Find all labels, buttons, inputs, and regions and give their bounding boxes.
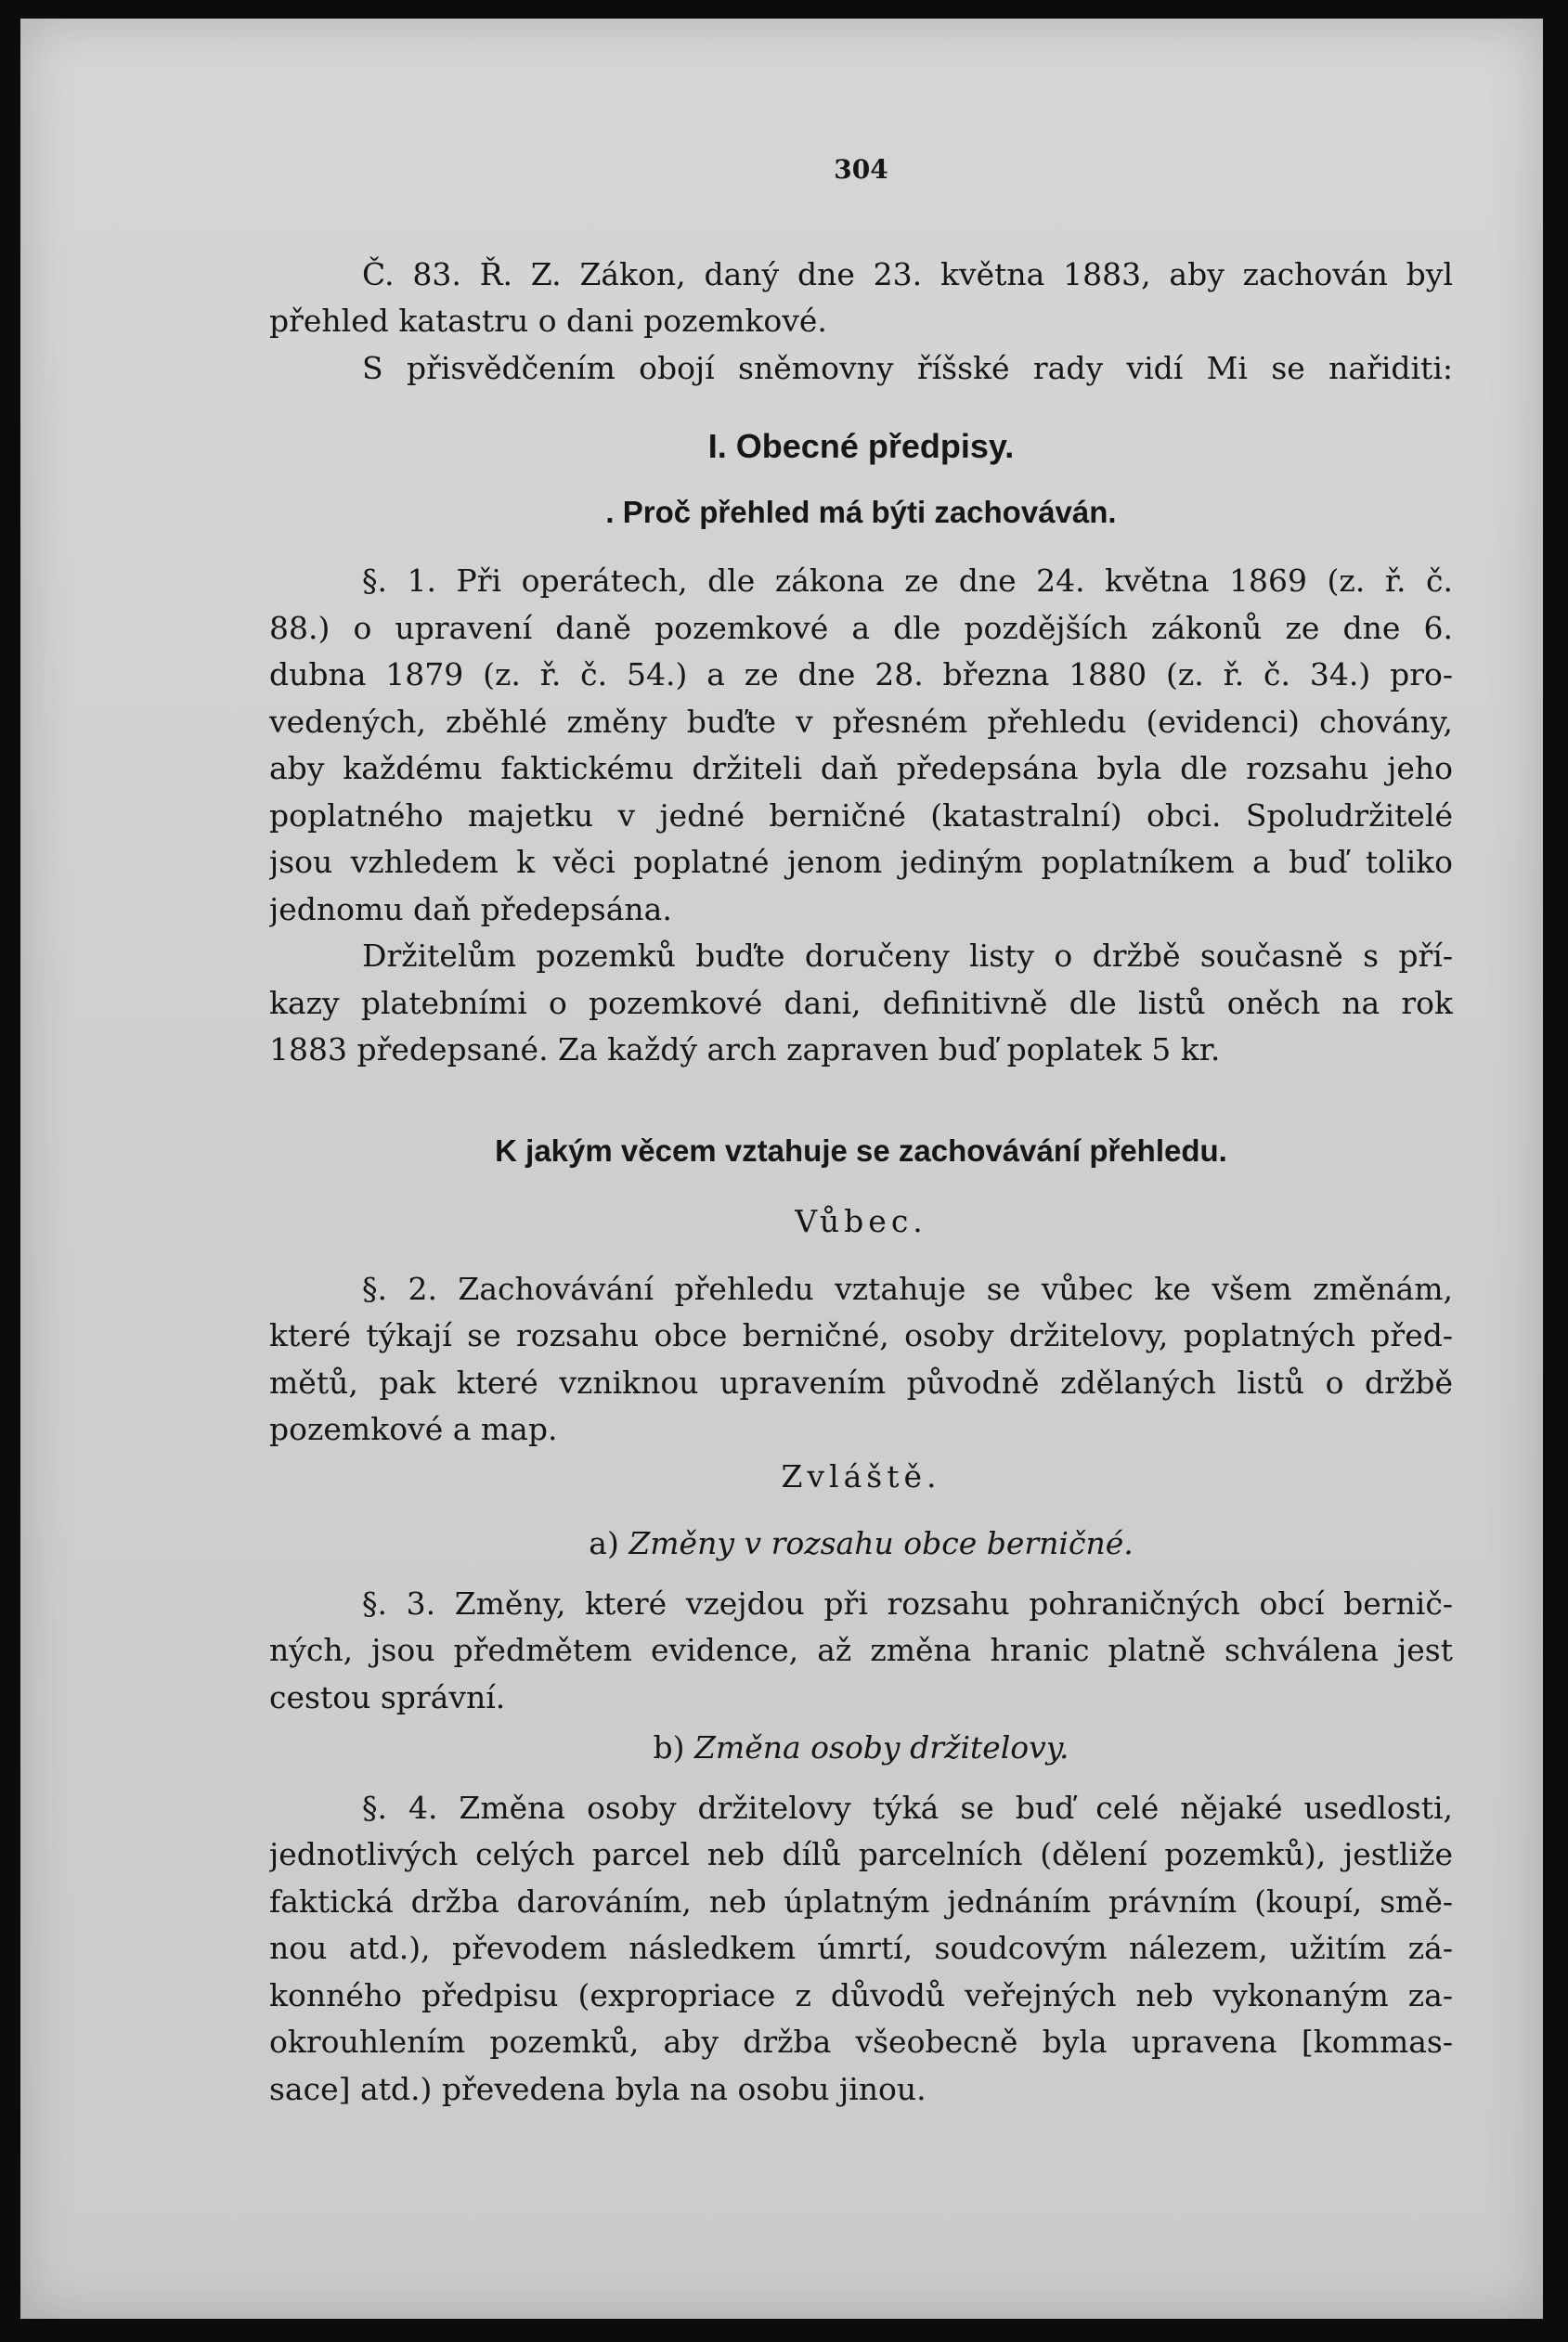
paragraph-line: Držitelům pozemků buďte doručeny listy o držbě současně s pří- — [362, 938, 1453, 974]
paragraph-line: 1883 předepsané. Za každý arch zapraven buď poplatek 5 kr. — [269, 1031, 1221, 1067]
paragraph-line: nou atd.), převodem následkem úmrtí, soudcovým nálezem, užitím zá- — [269, 1930, 1453, 1966]
law-title-line-1: Č. 83. Ř. Z. Zákon, daný dne 23. května 1883, aby zachován byl — [362, 255, 1453, 292]
subheading-particular: Zvláště. — [781, 1457, 941, 1494]
paragraph-line: jsou vzhledem k věci poplatné jenom jediným poplatníkem a buď toliko — [269, 844, 1453, 880]
document-page — [20, 19, 1543, 2319]
paragraph-line: mětů, pak které vzniknou upravením původně zdělaných listů o držbě — [269, 1364, 1453, 1401]
paragraph-line: §. 1. Při operátech, dle zákona ze dne 24. května 1869 (z. ř. č. — [362, 563, 1453, 599]
paragraph-section-4 — [269, 1785, 1453, 2114]
document-body — [269, 147, 1453, 2113]
paragraph-line: §. 3. Změny, které vzejdou při rozsahu pohraničných obcí bernič- — [362, 1585, 1453, 1622]
paragraph-holders — [269, 933, 1453, 1074]
paragraph-line: okrouhlením pozemků, aby držba všeobecně byla upravena [kommas- — [269, 2024, 1453, 2060]
subheading-b-prefix: b) — [653, 1729, 685, 1766]
paragraph-line: dubna 1879 (z. ř. č. 54.) a ze dne 28. března 1880 (z. ř. č. 34.) pro- — [269, 656, 1453, 692]
paragraph-line: jednomu daň předepsána. — [269, 890, 672, 927]
paragraph-section-2 — [269, 1266, 1453, 1454]
heading-general-provisions: I. Obecné předpisy. — [707, 427, 1015, 465]
paragraph-line: faktická držba darováním, neb úplatným jednáním právním (koupí, smě- — [269, 1883, 1453, 1920]
paragraph-line: aby každému faktickému držiteli daň předepsána byla dle rozsahu jeho — [269, 750, 1453, 786]
paragraph-line: kazy platebními o pozemkové dani, definitivně dle listů oněch na rok — [269, 984, 1453, 1021]
paragraph-line: §. 4. Změna osoby držitelovy týká se buď celé nějaké usedlosti, — [362, 1789, 1453, 1826]
subheading-b-title: Změna osoby držitelovy. — [693, 1729, 1069, 1766]
heading-scope: K jakým věcem vztahuje se zachovávání přehledu. — [495, 1132, 1227, 1168]
paragraph-section-1 — [269, 558, 1453, 933]
paragraph-line: pozemkové a map. — [269, 1411, 558, 1447]
enactment-clause: S přisvědčením obojí sněmovny říšské rady vidí Mi se nařiditi: — [362, 349, 1453, 386]
paragraph-line: cestou správní. — [269, 1678, 506, 1715]
paragraph-line: §. 2. Zachovávání přehledu vztahuje se vůbec ke všem změnám, — [362, 1270, 1453, 1307]
paragraph-section-3 — [269, 1581, 1453, 1722]
paragraph-line: konného předpisu (expropriace z důvodů veřejných neb vykonaným za- — [269, 1976, 1453, 2013]
subheading-b — [269, 1725, 1453, 1772]
paragraph-line: poplatného majetku v jedné berničné (katastralní) obci. Spoludržitelé — [269, 796, 1453, 834]
law-title-line-2: přehled katastru o dani pozemkové. — [269, 303, 827, 339]
subheading-a-prefix: a) — [589, 1525, 619, 1561]
heading-why-record: . Proč přehled má býti zachováván. — [605, 494, 1117, 529]
paragraph-line: sace] atd.) převedena byla na osobu jinou. — [269, 2070, 927, 2107]
paragraph-line: ných, jsou předmětem evidence, až změna hranic platně schválena jest — [269, 1632, 1453, 1668]
subheading-general: Vůbec. — [795, 1203, 927, 1239]
paragraph-line: vedených, zběhlé změny buďte v přesném přehledu (evidenci) chovány, — [269, 703, 1453, 740]
subheading-a — [269, 1520, 1453, 1568]
subheading-a-title: Změny v rozsahu obce berničné. — [628, 1525, 1134, 1561]
page-number: 304 — [834, 154, 888, 185]
paragraph-line: 88.) o upravení daně pozemkové a dle pozdějších zákonů ze dne 6. — [269, 609, 1453, 646]
paragraph-line: které týkají se rozsahu obce berničné, osoby držitelovy, poplatných před- — [269, 1317, 1453, 1353]
paragraph-line: jednotlivých celých parcel neb dílů parcelních (dělení pozemků), jestliže — [269, 1836, 1453, 1872]
